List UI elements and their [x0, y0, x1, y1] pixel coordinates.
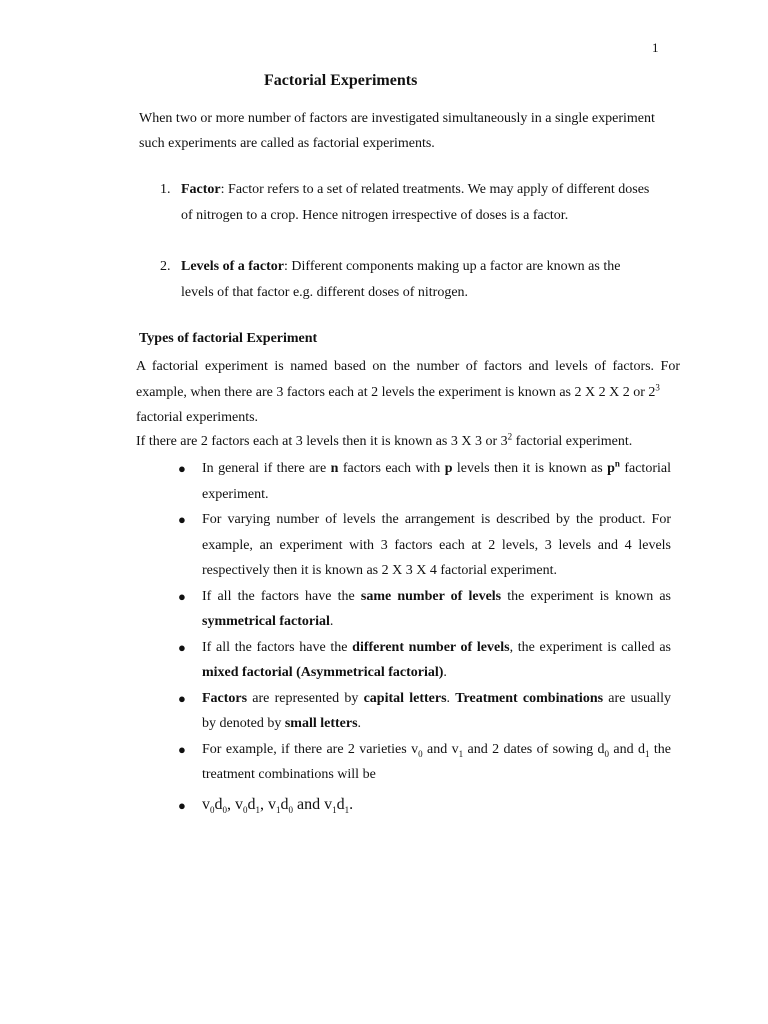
subscript: 0 [210, 804, 215, 815]
bold-text: n [330, 461, 339, 476]
subscript: 1 [255, 804, 260, 815]
bold-text: mixed factorial (Asymmetrical factorial) [202, 665, 444, 680]
text: v [202, 795, 210, 813]
superscript: 2 [507, 431, 513, 442]
subscript: 1 [332, 804, 337, 815]
intro-line-1: When two or more number of factors are investigated simultaneously in a single experiment [139, 111, 655, 126]
text: and d [609, 741, 646, 757]
bullet-icon: ● [178, 588, 186, 604]
definition-line-1: : Different components making up a factor are known as the [284, 259, 621, 274]
definition-item-factor [160, 177, 680, 229]
para-tail: factorial experiments. [136, 410, 259, 425]
text: d [280, 795, 289, 813]
bold-text: p [607, 461, 615, 476]
section-heading: Types of factorial Experiment [139, 331, 318, 346]
bullet-item [174, 686, 671, 737]
subscript: 1 [645, 748, 650, 759]
text: , v [227, 795, 243, 813]
bullet-item [174, 507, 671, 584]
subscript: 0 [288, 804, 293, 815]
text: d [247, 795, 256, 813]
text: the treatment combinations will be [202, 741, 672, 782]
text: If all the factors have the [202, 588, 361, 604]
bold-text: p [444, 461, 453, 476]
text: and v [293, 795, 333, 813]
intro-paragraph [139, 106, 679, 156]
text: d [214, 795, 223, 813]
bullet-item [174, 635, 671, 686]
bullet-icon: ● [178, 512, 186, 527]
bullet-icon: ● [178, 690, 186, 706]
bold-text: same number of levels [360, 588, 502, 604]
bold-text: symmetrical factorial [202, 614, 330, 629]
text: In general if there are [202, 461, 331, 476]
definition-line-2: levels of that factor e.g. different doses of nitrogen. [181, 285, 469, 300]
subscript: 0 [418, 748, 423, 759]
text: levels then it is known as [452, 461, 608, 476]
definition-term: Factor [181, 182, 221, 197]
text: If all the factors have the [202, 639, 353, 655]
bold-text: Treatment combinations [455, 690, 604, 706]
text: , v [260, 795, 276, 813]
definition-number: 1. [160, 182, 171, 197]
definition-term: Levels of a factor [181, 259, 285, 274]
text: . [446, 690, 456, 706]
bullet-icon: ● [178, 797, 186, 813]
document-title: Factorial Experiments [264, 72, 418, 89]
text: are usually by denoted by [202, 690, 672, 731]
text: . [357, 716, 362, 731]
text: , the experiment is called as [509, 639, 671, 655]
subscript: 1 [458, 748, 464, 759]
page-number: 1 [652, 40, 659, 55]
subscript: 0 [222, 804, 227, 815]
bold-text: capital letters [363, 690, 447, 706]
para-tail: factorial experiment. [512, 434, 633, 449]
bold-text: different number of levels [352, 639, 510, 655]
text: factors each with [338, 461, 445, 476]
text: . [329, 614, 334, 629]
bullet-icon: ● [178, 741, 186, 757]
para-text: A factorial experiment is named based on the number of factors and levels of factors. For example, when there are 3 factors each at 2 levels the experiment is known as 2 X 2 X 2 or 2 [136, 359, 680, 400]
bullet-item [174, 792, 671, 818]
definition-number: 2. [160, 259, 171, 274]
para-text: If there are 2 factors each at 3 levels then it is known as 3 X 3 or 3 [136, 434, 508, 449]
text: . [443, 665, 447, 680]
intro-line-2: such experiments are called as factorial experiments. [139, 136, 435, 151]
text: d [336, 795, 345, 813]
types-paragraph-1 [136, 354, 680, 431]
bullet-item [174, 737, 671, 788]
definition-line-1: : Factor refers to a set of related treatments. We may apply of different doses [220, 182, 650, 197]
subscript: 1 [344, 804, 350, 815]
subscript: 0 [243, 804, 248, 815]
superscript: n [614, 458, 620, 469]
bullet-icon: ● [178, 639, 186, 655]
text: . [349, 795, 354, 813]
text: and v [422, 741, 459, 757]
text: are represented by [247, 690, 364, 706]
text: For varying number of levels the arrangement is described by the product. For example, an experiment with 3 factors each at 2 levels, 3 levels and 4 levels respectively then it is known as 2 X 3 X 4 factorial experiment. [202, 512, 671, 578]
bold-text: small letters [284, 716, 358, 731]
text: For example, if there are 2 varieties v [202, 741, 419, 757]
bold-text: Factors [202, 690, 248, 706]
bullet-icon: ● [178, 461, 186, 476]
superscript: 3 [655, 381, 660, 392]
text: the experiment is known as [501, 588, 671, 604]
text: factorial experiment. [202, 461, 671, 502]
bullet-list [174, 456, 671, 817]
definition-line-2: of nitrogen to a crop. Hence nitrogen irrespective of doses is a factor. [181, 208, 569, 223]
subscript: 1 [276, 804, 281, 815]
text: and 2 dates of sowing d [463, 741, 605, 757]
subscript: 0 [604, 748, 610, 759]
types-paragraph-2 [136, 429, 680, 455]
definition-item-levels [160, 254, 680, 306]
bullet-item [174, 456, 671, 507]
bullet-item [174, 584, 671, 635]
